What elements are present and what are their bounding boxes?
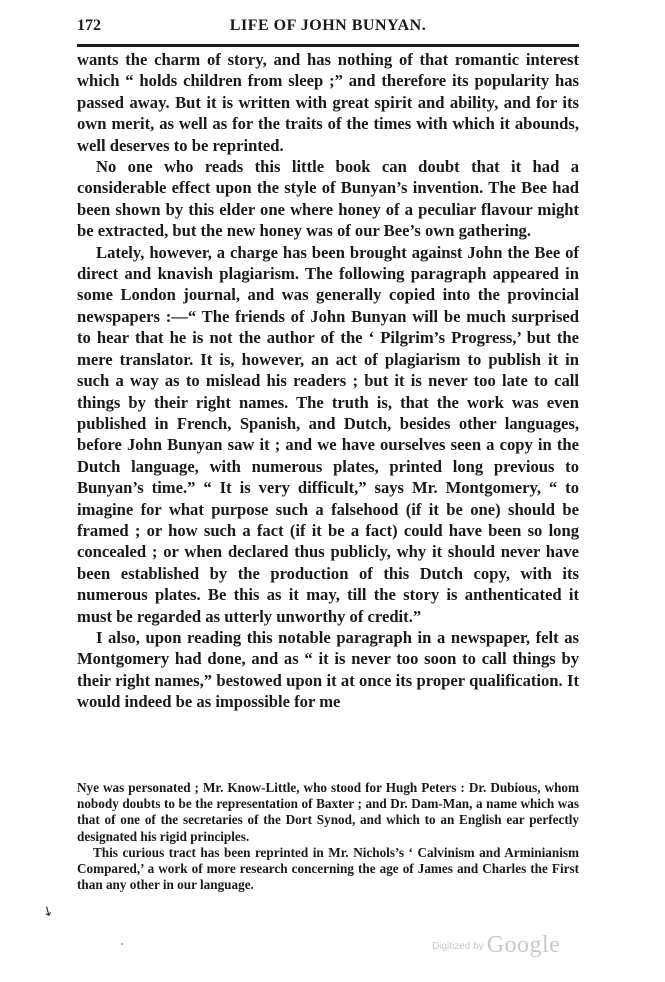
footnote-1: Nye was personated ; Mr. Know-Little, who stood for Hugh Peters : Dr. Dubious, whom nobody doubts to be the representation of Baxter ; and Dr. Dam-Man, a name which was that of one of the secretaries of the Dort Synod, and which to an English ear perfectly designated his rigid principles. <box>77 780 579 844</box>
header-rule <box>77 44 579 47</box>
paragraph-2: No one who reads this little book can doubt that it had a considerable effect upon the style of Bunyan’s invention. The Bee had been shown by this elder one where honey of a peculiar flavour might be extracted, but the new honey was of our Bee’s own gathering. <box>77 157 579 241</box>
page-header <box>77 17 579 39</box>
page-number: 172 <box>77 17 101 34</box>
footnote-2: This curious tract has been reprinted in Mr. Nichols’s ‘ Calvinism and Arminianism Compared,’ a work of more research concerning the age of James and Charles the First than any other in our language. <box>77 844 579 893</box>
paragraph-4: I also, upon reading this notable paragraph in a newspaper, felt as Montgomery had done, and as “ it is never too soon to call things by their right names,” bestowed upon it at once its proper qualification. It would indeed be as impossible for me <box>77 627 579 712</box>
ink-dot <box>121 943 123 945</box>
watermark-prefix: Digitized by <box>432 941 484 952</box>
paragraph-1: wants the charm of story, and has nothing of that romantic interest which “ holds children from sleep ;” and therefore its popularity has passed away. But it is written with great spirit and ability, and for its own merit, as well as for the traits of the times with which it abounds, well deserves to be reprinted. <box>77 50 579 155</box>
pen-stroke-mark-icon: ↘ <box>38 902 56 921</box>
google-watermark <box>432 932 560 962</box>
footnotes <box>77 780 579 893</box>
body-text <box>77 49 579 713</box>
watermark-brand: Google <box>486 932 561 958</box>
running-title: LIFE OF JOHN BUNYAN. <box>229 17 427 34</box>
paragraph-3: Lately, however, a charge has been brought against John the Bee of direct and knavish plagiarism. The following paragraph appeared in some London journal, and was generally copied into the provincial newspapers :—“ The friends of John Bunyan will be much surprised to hear that he is not the author of the ‘ Pilgrim’s Progress,’ but the mere translator. It is, however, an act of plagiarism to publish it in such a way as to mislead his readers ; but it is never too late to call things by their right names. The truth is, that the work was even published in French, Spanish, and Dutch, besides other languages, before John Bunyan saw it ; and we have ourselves seen a copy in the Dutch language, with numerous plates, printed long previous to Bunyan’s time.” “ It is very difficult,” says Mr. Montgomery, “ to imagine for what purpose such a falsehood (if it be one) should be framed ; or how such a fact (if it be a fact) could have been so long concealed ; or when declared thus publicly, why it should never have been established by the production of this Dutch copy, with its numerous plates. Be this as it may, till the story is anthenticated it must be regarded as utterly unworthy of credit.” <box>77 242 579 626</box>
